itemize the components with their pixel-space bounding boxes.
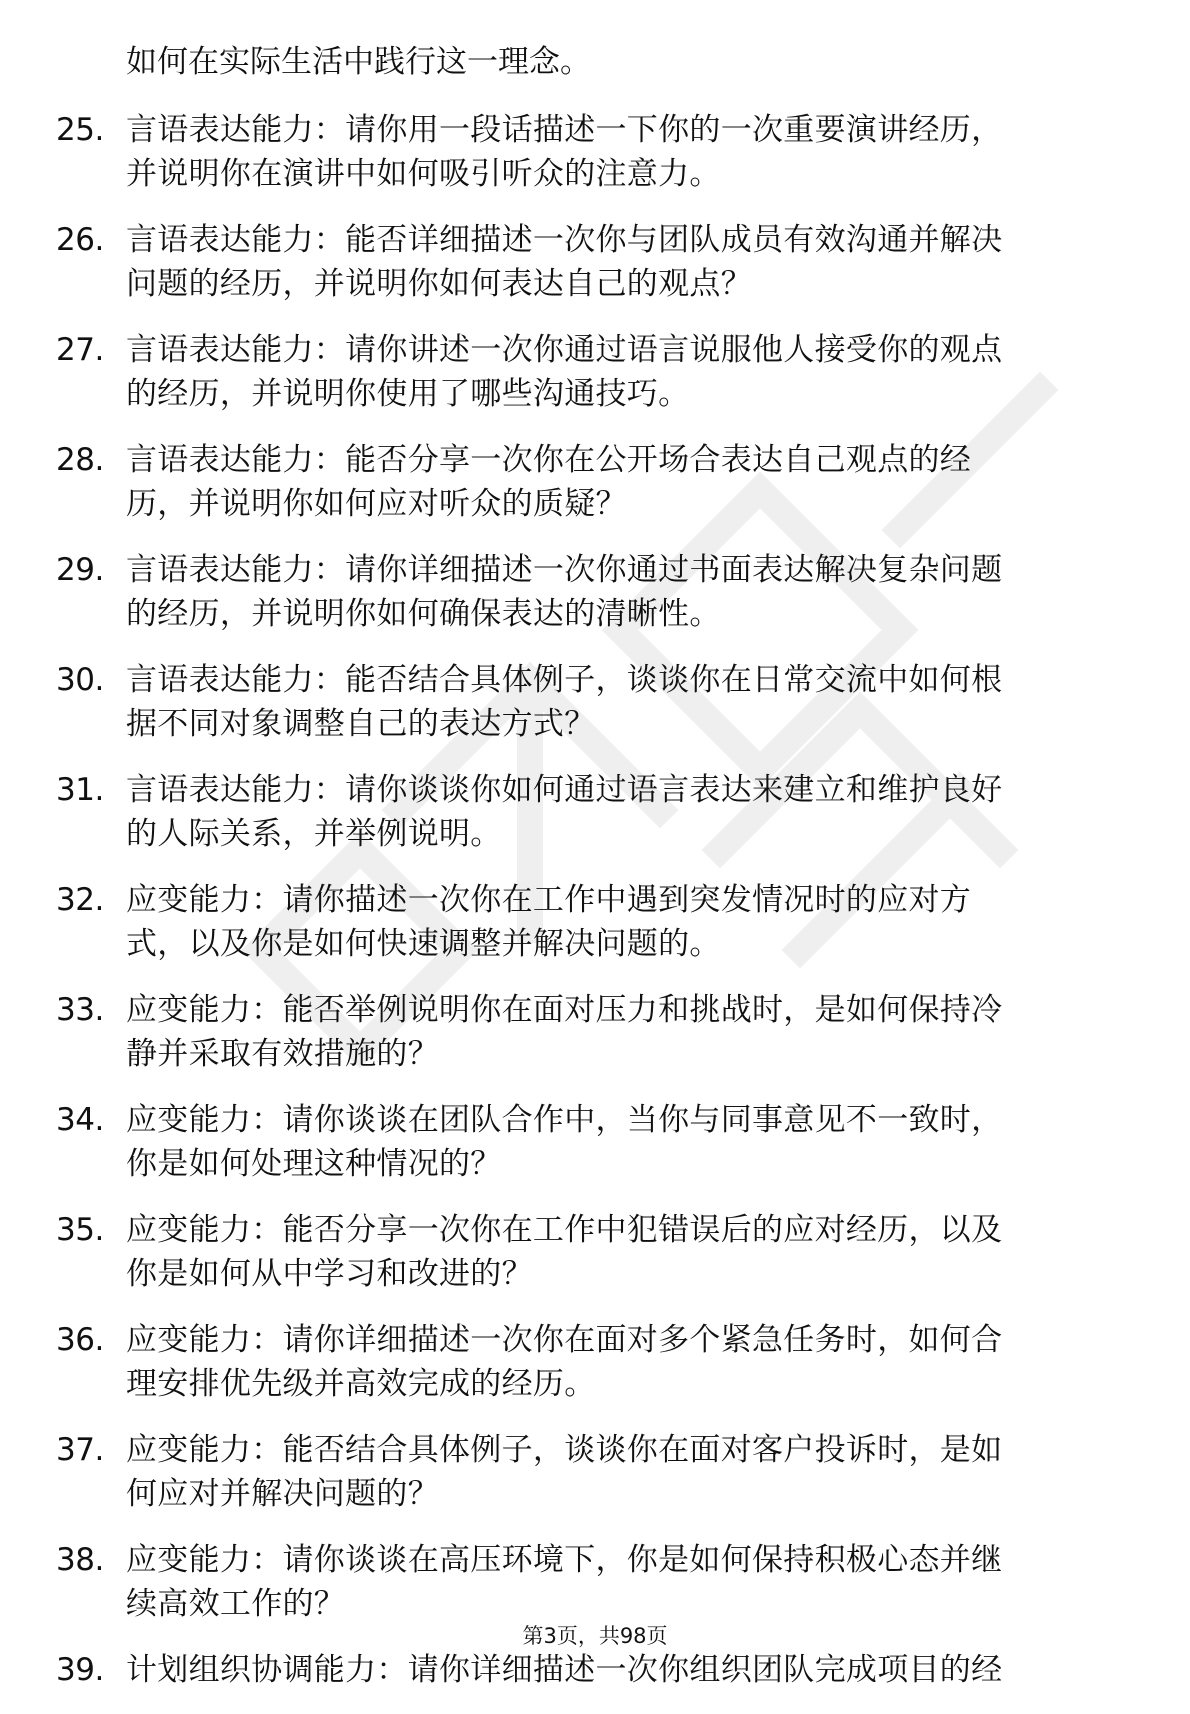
item-number: 29.: [56, 552, 104, 588]
item-text: [126, 438, 1116, 526]
item-text-line: 静并采取有效措施的？: [126, 1036, 439, 1072]
item-text-line: 应变能力：请你谈谈在团队合作中，当你与同事意见不一致时，: [126, 1102, 1003, 1138]
item-text-line: 的经历，并说明你如何确保表达的清晰性。: [126, 596, 721, 632]
list-item: [56, 108, 1116, 196]
item-number: 39.: [56, 1652, 104, 1688]
list-item: [56, 548, 1116, 636]
list-item: [56, 878, 1116, 966]
item-text-line: 应变能力：能否结合具体例子，谈谈你在面对客户投诉时，是如: [126, 1432, 1003, 1468]
list-item: [56, 1318, 1116, 1406]
list-item: [56, 1648, 1116, 1692]
item-text-line: 续高效工作的？: [126, 1586, 346, 1622]
item-text-line: 言语表达能力：请你谈谈你如何通过语言表达来建立和维护良好: [126, 772, 1003, 808]
list-item: [56, 1538, 1116, 1626]
item-text-line: 应变能力：请你谈谈在高压环境下，你是如何保持积极心态并继: [126, 1542, 1003, 1578]
item-text: [126, 768, 1116, 856]
list-item: [56, 658, 1116, 746]
item-text: [126, 108, 1116, 196]
item-text: [126, 1648, 1116, 1692]
item-text: [126, 1098, 1116, 1186]
item-text-line: 言语表达能力：能否结合具体例子，谈谈你在日常交流中如何根: [126, 662, 1003, 698]
item-text-line: 你是如何处理这种情况的？: [126, 1146, 502, 1182]
question-list: [56, 40, 1116, 1714]
item-text-line: 理安排优先级并高效完成的经历。: [126, 1366, 596, 1402]
item-text-line: 计划组织协调能力：请你详细描述一次你组织团队完成项目的经: [126, 1652, 1003, 1688]
list-item: [56, 1098, 1116, 1186]
list-item: [56, 768, 1116, 856]
items-container: [56, 108, 1116, 1692]
item-number: 30.: [56, 662, 104, 698]
item-text-line: 应变能力：能否举例说明你在面对压力和挑战时，是如何保持冷: [126, 992, 1003, 1028]
list-item: [56, 328, 1116, 416]
list-item: [56, 218, 1116, 306]
item-text-line: 言语表达能力：能否分享一次你在公开场合表达自己观点的经: [126, 442, 972, 478]
item-text-line: 并说明你在演讲中如何吸引听众的注意力。: [126, 156, 721, 192]
item-text: [126, 1318, 1116, 1406]
item-number: 36.: [56, 1322, 104, 1358]
item-number: 27.: [56, 332, 104, 368]
item-text-line: 言语表达能力：请你用一段话描述一下你的一次重要演讲经历，: [126, 112, 1003, 148]
item-text-line: 言语表达能力：能否详细描述一次你与团队成员有效沟通并解决: [126, 222, 1003, 258]
item-text: [126, 878, 1116, 966]
item-text-line: 问题的经历，并说明你如何表达自己的观点？: [126, 266, 752, 302]
item-text-line: 言语表达能力：请你讲述一次你通过语言说服他人接受你的观点: [126, 332, 1003, 368]
item-text-line: 你是如何从中学习和改进的？: [126, 1256, 533, 1292]
item-text: [126, 548, 1116, 636]
item-text: [126, 658, 1116, 746]
list-item: [56, 1208, 1116, 1296]
list-item: [56, 988, 1116, 1076]
item-text-line: 应变能力：请你详细描述一次你在面对多个紧急任务时，如何合: [126, 1322, 1003, 1358]
item-text: [126, 988, 1116, 1076]
item-number: 32.: [56, 882, 104, 918]
item-text: [126, 328, 1116, 416]
item-text: [126, 218, 1116, 306]
item-text: [126, 1538, 1116, 1626]
item-number: 37.: [56, 1432, 104, 1468]
item-text-line: 式，以及你是如何快速调整并解决问题的。: [126, 926, 721, 962]
item-text: [126, 1428, 1116, 1516]
list-item: [56, 438, 1116, 526]
item-text-line: 何应对并解决问题的？: [126, 1476, 439, 1512]
item-text-line: 应变能力：请你描述一次你在工作中遇到突发情况时的应对方: [126, 882, 972, 918]
item-text-line: 的人际关系，并举例说明。: [126, 816, 502, 852]
item-number: 34.: [56, 1102, 104, 1138]
item-number: 33.: [56, 992, 104, 1028]
item-text: [126, 1208, 1116, 1296]
item-number: 26.: [56, 222, 104, 258]
item-text-line: 言语表达能力：请你详细描述一次你通过书面表达解决复杂问题: [126, 552, 1003, 588]
list-item: [56, 1428, 1116, 1516]
item-number: 25.: [56, 112, 104, 148]
item-text-line: 据不同对象调整自己的表达方式？: [126, 706, 596, 742]
page-footer: 第3页，共98页: [522, 1624, 668, 1648]
item-number: 28.: [56, 442, 104, 478]
item-number: 35.: [56, 1212, 104, 1248]
item-text-line: 应变能力：能否分享一次你在工作中犯错误后的应对经历，以及: [126, 1212, 1003, 1248]
item-number: 31.: [56, 772, 104, 808]
item-text-line: 的经历，并说明你使用了哪些沟通技巧。: [126, 376, 690, 412]
item-text-line: 历，并说明你如何应对听众的质疑？: [126, 486, 627, 522]
continued-line: 如何在实际生活中践行这一理念。: [126, 44, 591, 80]
item-number: 38.: [56, 1542, 104, 1578]
